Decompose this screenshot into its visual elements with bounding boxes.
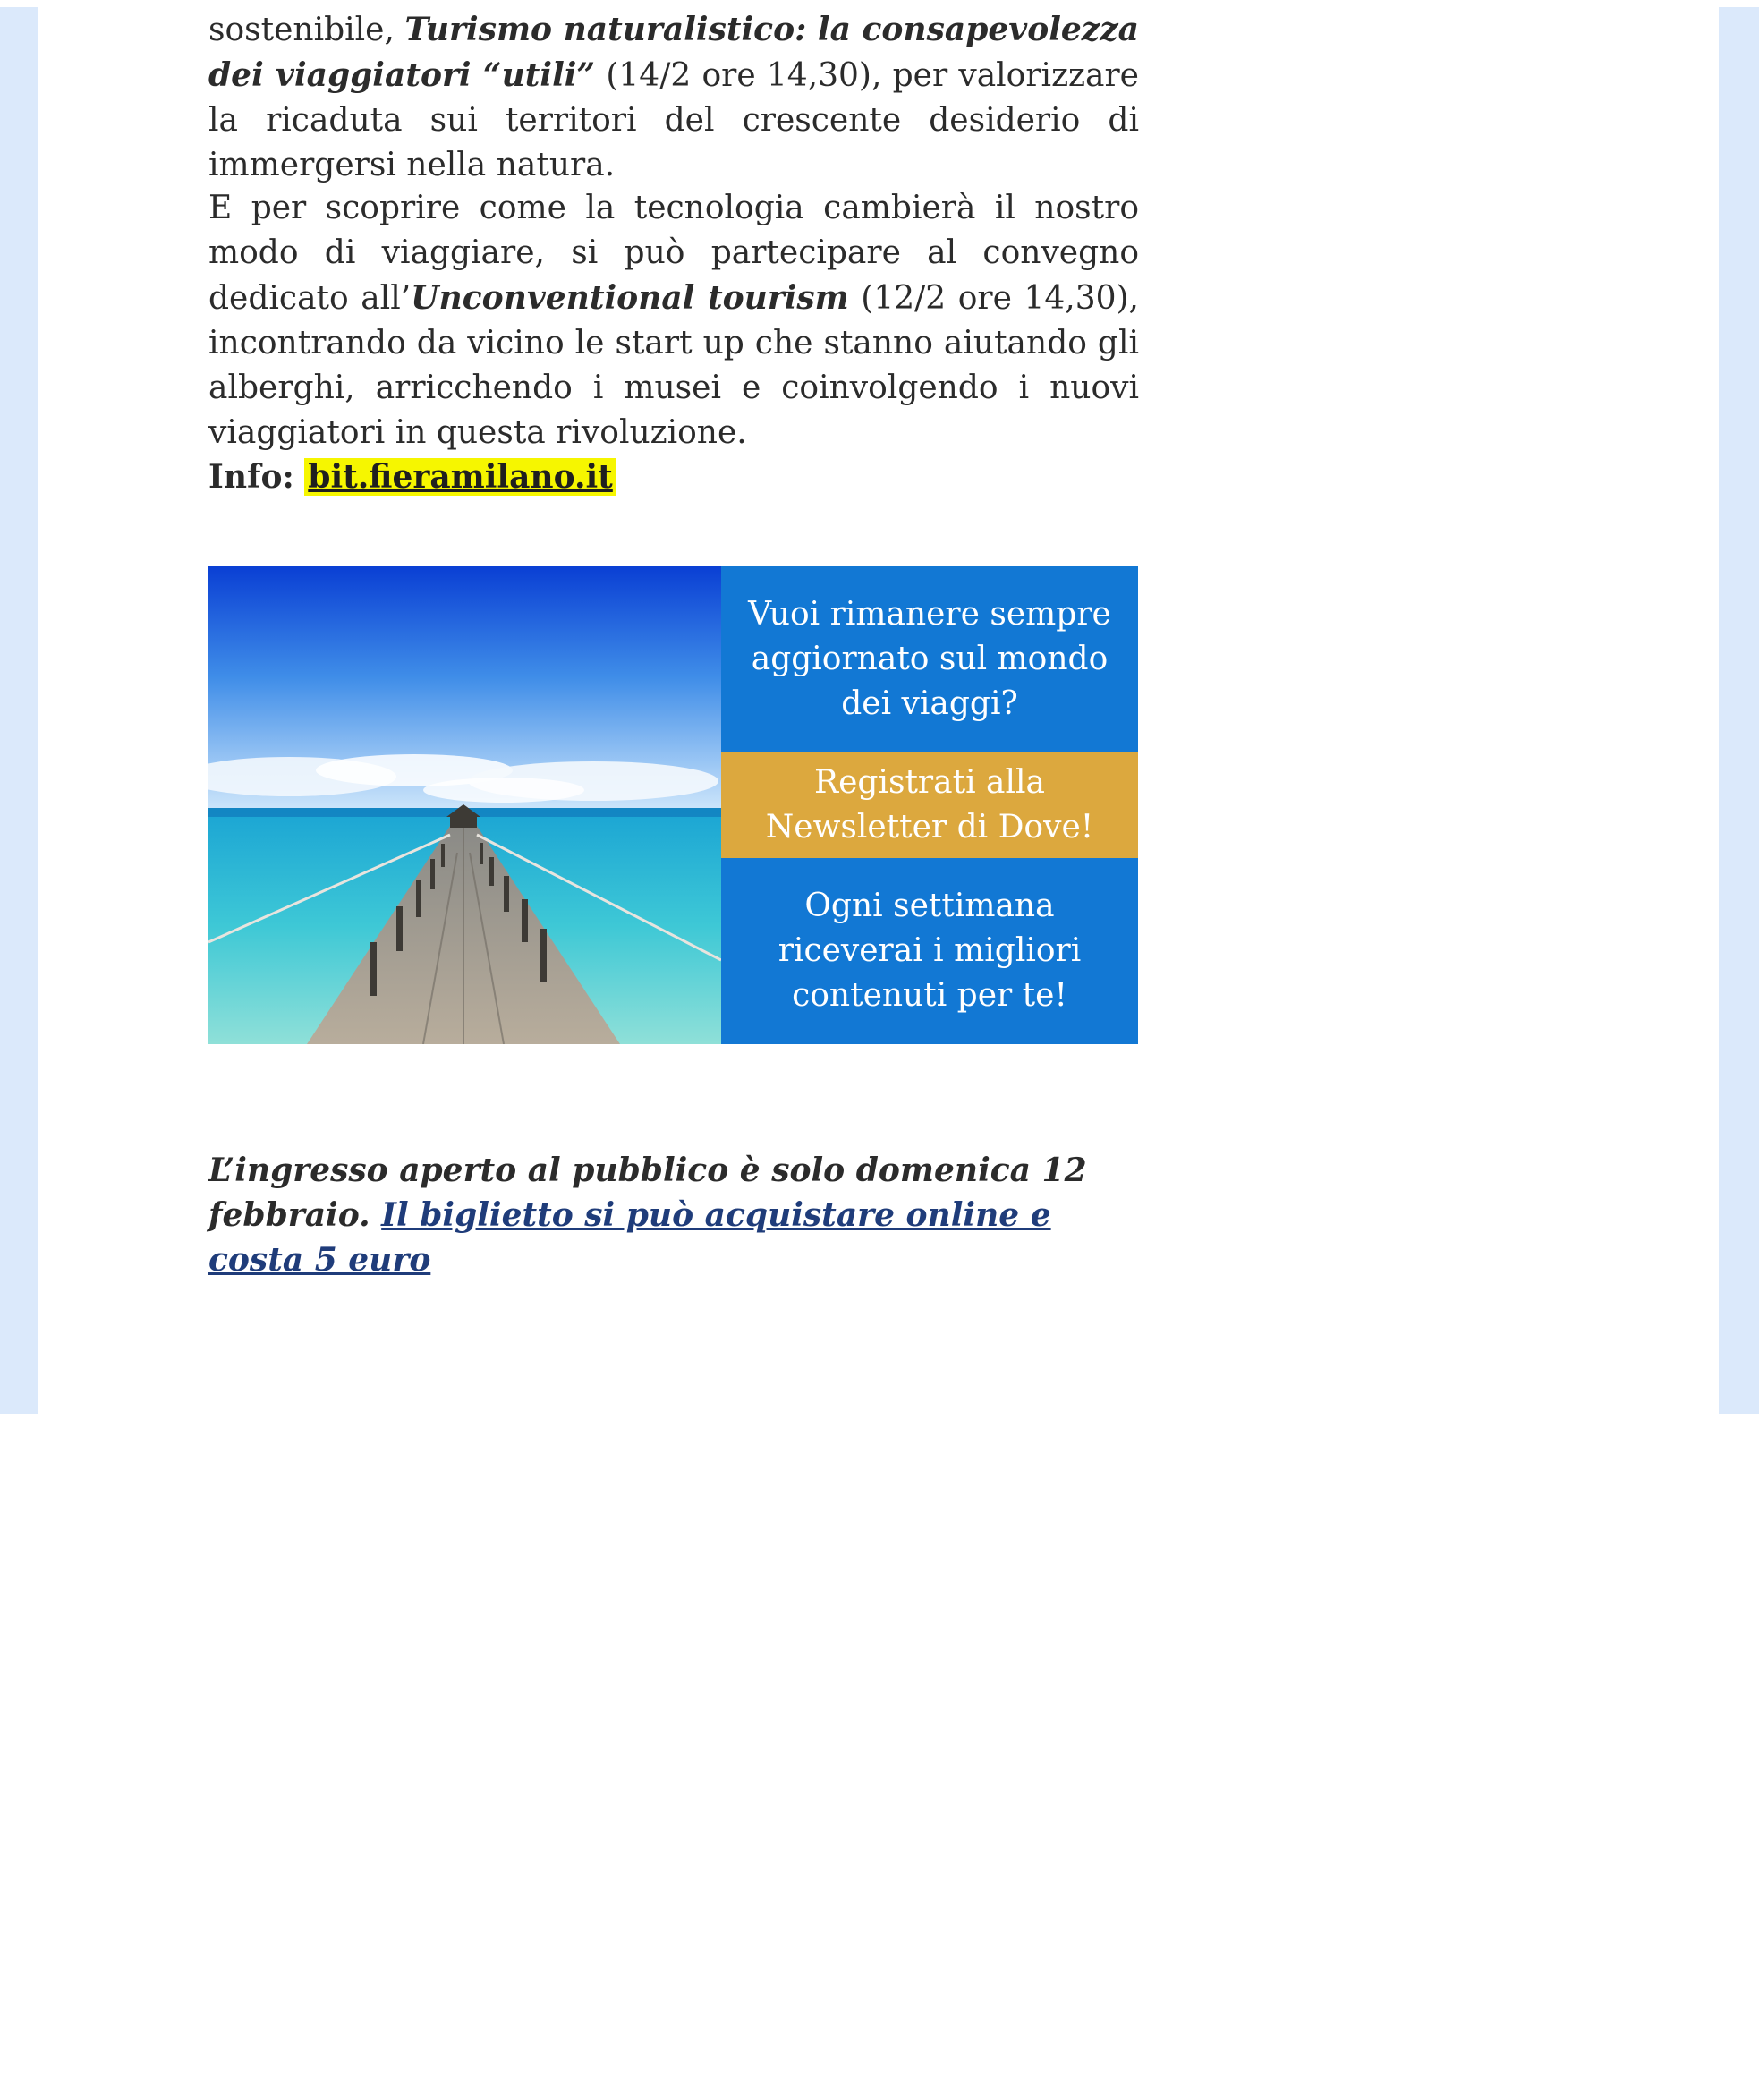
pier-illustration — [208, 566, 721, 1044]
info-link[interactable]: bit.fieramilano.it — [304, 458, 616, 496]
newsletter-description: Ogni settimana riceverai i migliori contenuti per te! — [721, 858, 1138, 1044]
closing-paragraph — [208, 1148, 1139, 1282]
newsletter-banner[interactable] — [208, 566, 1138, 1044]
paragraph-nature-tourism — [208, 7, 1139, 188]
event-title: Turismo naturalistico: la consapevolezza dei viaggiatori “utili” — [208, 11, 1139, 94]
paragraph-lead: E per scoprire come la tecnologia cambierà il nostro modo di viaggiare, si può partecipare al convegno dedicato all’ — [208, 190, 1139, 317]
newsletter-question: Vuoi rimanere sempre aggiornato sul mondo dei viaggi? — [721, 566, 1138, 752]
right-side-band — [1719, 7, 1759, 1414]
newsletter-panel[interactable] — [721, 566, 1138, 1044]
info-label: Info: — [208, 458, 294, 496]
paragraph-rest: (14/2 ore 14,30), per valorizzare la ricaduta sui territori del crescente desiderio di immergersi nella natura. — [208, 57, 1139, 183]
ticket-link[interactable]: Il biglietto si può acquistare online e costa 5 euro — [208, 1196, 1051, 1279]
newsletter-signup-cta[interactable]: Registrati alla Newsletter di Dove! — [721, 752, 1138, 858]
info-line — [208, 455, 1139, 500]
paragraph-rest: (12/2 ore 14,30), incontrando da vicino le start up che stanno aiutando gli alberghi, arricchendo i musei e coinvolgendo i nuovi viaggiatori in questa rivoluzione. — [208, 280, 1139, 451]
paragraph-lead: sostenibile, — [208, 12, 405, 48]
closing-text: L’ingresso aperto al pubblico è solo domenica 12 febbraio. — [208, 1152, 1087, 1234]
pier-photo — [208, 566, 721, 1044]
paragraph-unconventional-tourism — [208, 186, 1139, 455]
left-side-band — [0, 7, 38, 1414]
event-title: Unconventional tourism — [411, 279, 849, 317]
